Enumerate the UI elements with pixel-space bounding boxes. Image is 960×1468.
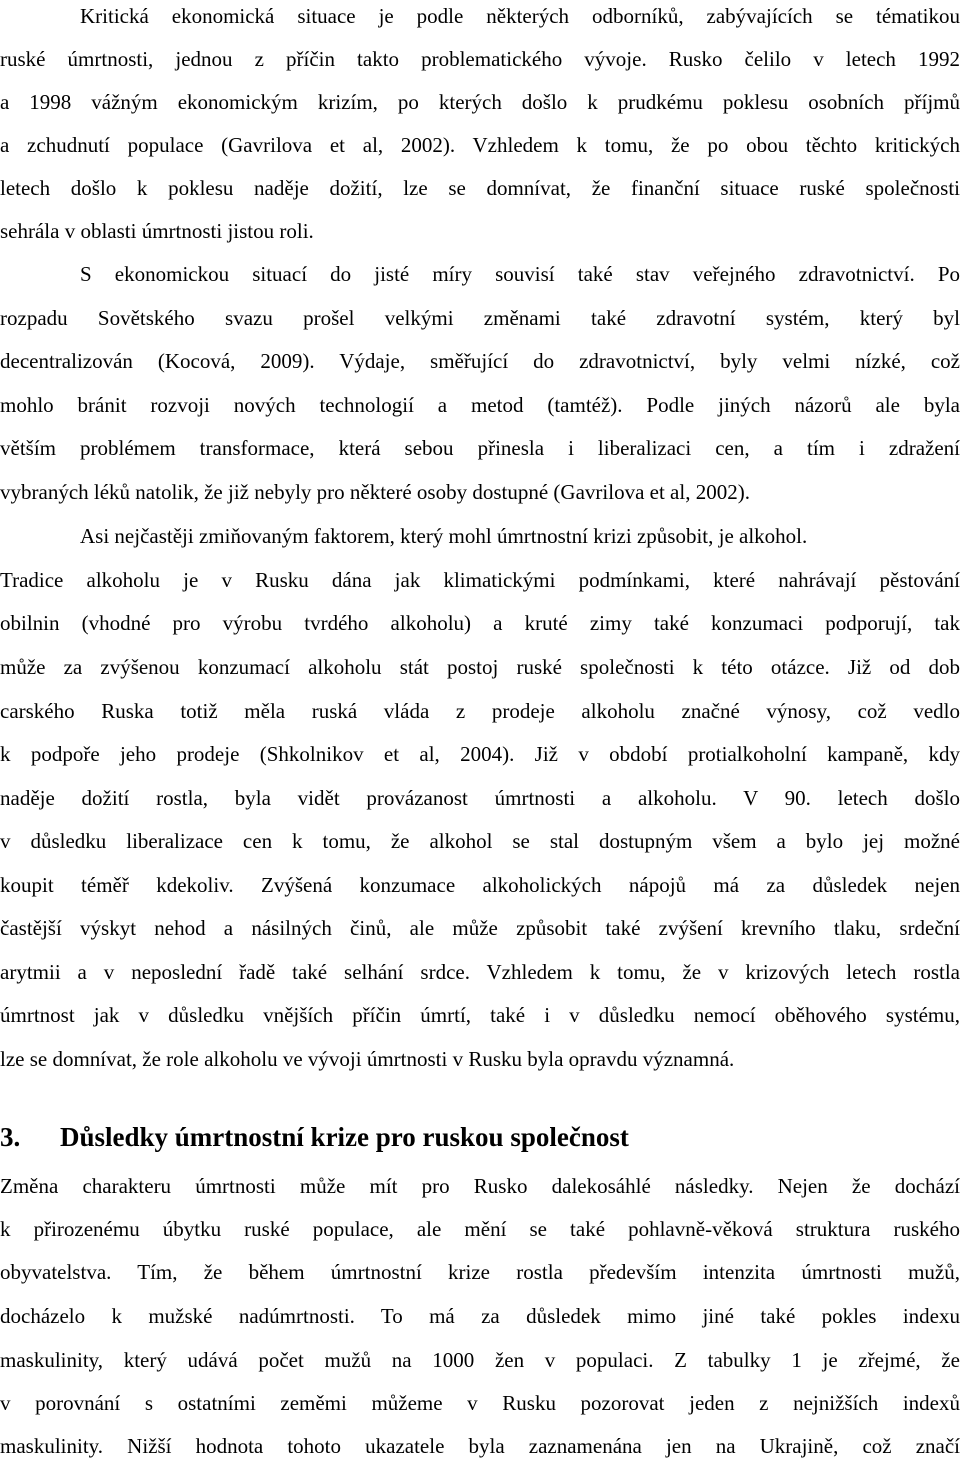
- paragraph-3-line: úmrtnost jak v důsledku vnějších příčin úmrtí, také i v důsledku nemocí oběhového systému,: [0, 1003, 960, 1027]
- section-paragraph-line: maskulinity. Nižší hodnota tohoto ukazatele byla zaznamenána jen na Ukrajině, což značí: [0, 1434, 960, 1458]
- paragraph-3-line: arytmii a v neposlední řadě také selhání srdce. Vzhledem k tomu, že v krizových letech rostla: [0, 960, 960, 984]
- section-paragraph-line: Změna charakteru úmrtnosti může mít pro Rusko dalekosáhlé následky. Nejen že dochází: [0, 1174, 960, 1198]
- paragraph-3-line: naděje dožití rostla, byla vidět provázanost úmrtnosti a alkoholu. V 90. letech došlo: [0, 786, 960, 810]
- paragraph-1-line: a 1998 vážným ekonomickým krizím, po kterých došlo k prudkému poklesu osobních příjmů: [0, 90, 960, 114]
- section-paragraph-line: obyvatelstva. Tím, že během úmrtnostní krize rostla především intenzita úmrtnosti mužů,: [0, 1260, 960, 1284]
- paragraph-2-line: decentralizován (Kocová, 2009). Výdaje, směřující do zdravotnictví, byly velmi nízké, což: [0, 349, 960, 373]
- paragraph-1-line: ruské úmrtnosti, jednou z příčin takto problematického vývoje. Rusko čelilo v letech 1992: [0, 47, 960, 71]
- paragraph-3-line: častější výskyt nehod a násilných činů, ale může způsobit také zvýšení krevního tlaku, srdeční: [0, 916, 960, 940]
- paragraph-3-line: může za zvýšenou konzumací alkoholu stát postoj ruské společnosti k této otázce. Již od dob: [0, 655, 960, 679]
- paragraph-1-line: a zchudnutí populace (Gavrilova et al, 2002). Vzhledem k tomu, že po obou těchto kritických: [0, 133, 960, 157]
- paragraph-3-line: Tradice alkoholu je v Rusku dána jak klimatickými podmínkami, které nahrávají pěstování: [0, 568, 960, 592]
- paragraph-1-line: sehrála v oblasti úmrtnosti jistou roli.: [0, 219, 314, 243]
- paragraph-2-line: rozpadu Sovětského svazu prošel velkými změnami také zdravotní systém, který byl: [0, 306, 960, 330]
- paragraph-3-line: k podpoře jeho prodeje (Shkolnikov et al, 2004). Již v období protialkoholní kampaně, kdy: [0, 742, 960, 766]
- paragraph-1-line: letech došlo k poklesu naděje dožití, lze se domnívat, že finanční situace ruské společnosti: [0, 176, 960, 200]
- section-heading: [0, 1112, 960, 1162]
- section-paragraph-line: docházelo k mužské nadúmrtnosti. To má za důsledek mimo jiné také pokles indexu: [0, 1304, 960, 1328]
- section-title: Důsledky úmrtnostní krize pro ruskou společnost: [60, 1122, 629, 1152]
- paragraph-3-line: Asi nejčastěji zmiňovaným faktorem, který mohl úmrtnostní krizi způsobit, je alkohol.: [80, 524, 808, 548]
- paragraph-1-line: Kritická ekonomická situace je podle některých odborníků, zabývajících se tématikou: [80, 4, 960, 28]
- paragraph-2-line: mohlo bránit rozvoji nových technologií a metod (tamtéž). Podle jiných názorů ale byla: [0, 393, 960, 417]
- paragraph-3-line: v důsledku liberalizace cen k tomu, že alkohol se stal dostupným všem a bylo jej možné: [0, 829, 960, 853]
- section-number: 3.: [0, 1122, 21, 1152]
- section-paragraph-line: k přirozenému úbytku ruské populace, ale mění se také pohlavně-věková struktura ruského: [0, 1217, 960, 1241]
- paragraph-2-line: vybraných léků natolik, že již nebyly pro některé osoby dostupné (Gavrilova et al, 2002).: [0, 480, 750, 504]
- paragraph-2-line: S ekonomickou situací do jisté míry souvisí také stav veřejného zdravotnictví. Po: [80, 262, 960, 286]
- section-paragraph-line: maskulinity, který udává počet mužů na 1000 žen v populaci. Z tabulky 1 je zřejmé, že: [0, 1348, 960, 1372]
- paragraph-3-line: koupit téměř kdekoliv. Zvýšená konzumace alkoholických nápojů má za důsledek nejen: [0, 873, 960, 897]
- paragraph-3-line: carského Ruska totiž měla ruská vláda z prodeje alkoholu značné výnosy, což vedlo: [0, 699, 960, 723]
- section-paragraph-line: v porovnání s ostatními zeměmi můžeme v Rusku pozorovat jeden z nejnižších indexů: [0, 1391, 960, 1415]
- paragraph-2-line: větším problémem transformace, která sebou přinesla i liberalizaci cen, a tím i zdražení: [0, 436, 960, 460]
- paragraph-3-line: lze se domnívat, že role alkoholu ve vývoji úmrtnosti v Rusku byla opravdu významná.: [0, 1047, 735, 1071]
- paragraph-3-line: obilnin (vhodné pro výrobu tvrdého alkoholu) a kruté zimy také konzumaci podporují, tak: [0, 611, 960, 635]
